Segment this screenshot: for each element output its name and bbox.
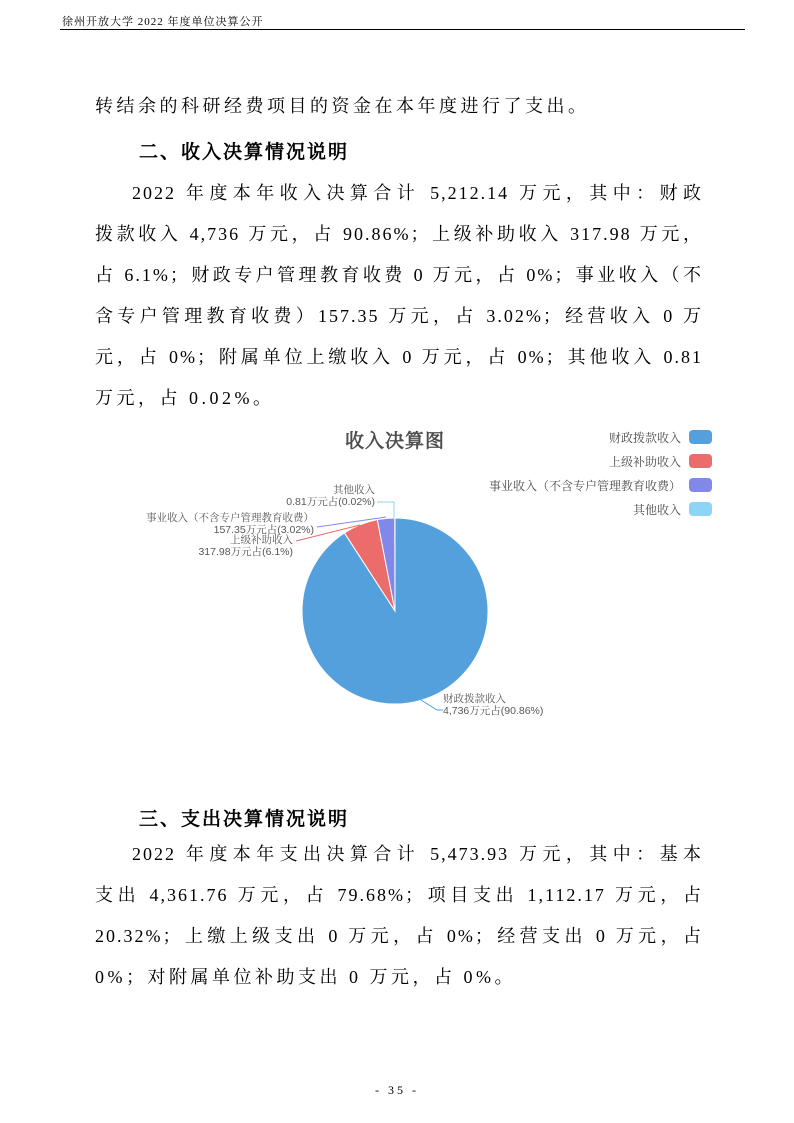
paragraph-line: 占 6.1%；财政专户管理教育收费 0 万元，占 0%；事业收入（不 — [95, 265, 703, 285]
paragraph-line: 万元，占 0.02%。 — [95, 388, 275, 408]
pie-label-line — [377, 502, 394, 518]
income-paragraph — [95, 173, 703, 419]
paragraph-line: 元，占 0%；附属单位上缴收入 0 万元，占 0%；其他收入 0.81 — [95, 347, 703, 367]
income-pie-chart — [0, 418, 794, 730]
income-section-heading: 二、收入决算情况说明 — [139, 142, 350, 163]
page-number: - 35 - — [375, 1083, 419, 1097]
pie-label-name: 上级补助收入 — [230, 534, 293, 546]
paragraph-line: 支出 4,361.76 万元，占 79.68%；项目支出 1,112.17 万元，占 — [95, 885, 703, 905]
paragraph-line: 2022 年度本年支出决算合计 5,473.93 万元，其中：基本 — [132, 844, 703, 864]
pie-label-name: 财政拨款收入 — [443, 693, 506, 705]
pie-label — [443, 694, 543, 717]
pie-label — [286, 485, 375, 508]
legend-label: 上级补助收入 — [608, 454, 681, 469]
pie-label-value: 157.35万元占(3.02%) — [213, 523, 314, 536]
pie-chart-svg — [0, 418, 794, 730]
page-header-text: 徐州开放大学 2022 年度单位决算公开 — [62, 16, 264, 28]
paragraph-line: 拨款收入 4,736 万元，占 90.86%；上级补助收入 317.98 万元， — [95, 224, 703, 244]
legend-label: 财政拨款收入 — [608, 430, 681, 445]
pie-label-line — [421, 700, 443, 710]
pie-label-value: 0.81万元占(0.02%) — [286, 495, 375, 508]
pie-label — [146, 513, 314, 536]
legend-label: 其他收入 — [632, 502, 681, 517]
expense-section-heading: 三、支出决算情况说明 — [139, 809, 350, 830]
paragraph-line: 2022 年度本年收入决算合计 5,212.14 万元，其中：财政 — [132, 183, 703, 203]
paragraph-line: 0%；对附属单位补助支出 0 万元，占 0%。 — [95, 967, 516, 987]
pie-label — [198, 535, 293, 558]
paragraph-line: 含专户管理教育收费）157.35 万元，占 3.02%；经营收入 0 万 — [95, 306, 703, 326]
header-divider — [60, 29, 745, 30]
pie-label-name: 其他收入 — [333, 484, 375, 496]
legend-label: 事业收入（不含专户管理教育收费） — [488, 478, 681, 493]
paragraph-line: 20.32%；上缴上级支出 0 万元，占 0%；经营支出 0 万元，占 — [95, 926, 703, 946]
pie-label-name: 事业收入（不含专户管理教育收费） — [146, 512, 314, 524]
expense-paragraph — [95, 834, 703, 998]
intro-paragraph: 转结余的科研经费项目的资金在本年度进行了支出。 — [95, 96, 590, 116]
chart-title: 收入决算图 — [344, 431, 445, 452]
pie-label-value: 317.98万元占(6.1%) — [198, 545, 293, 558]
pie-label-value: 4,736万元占(90.86%) — [443, 704, 544, 717]
